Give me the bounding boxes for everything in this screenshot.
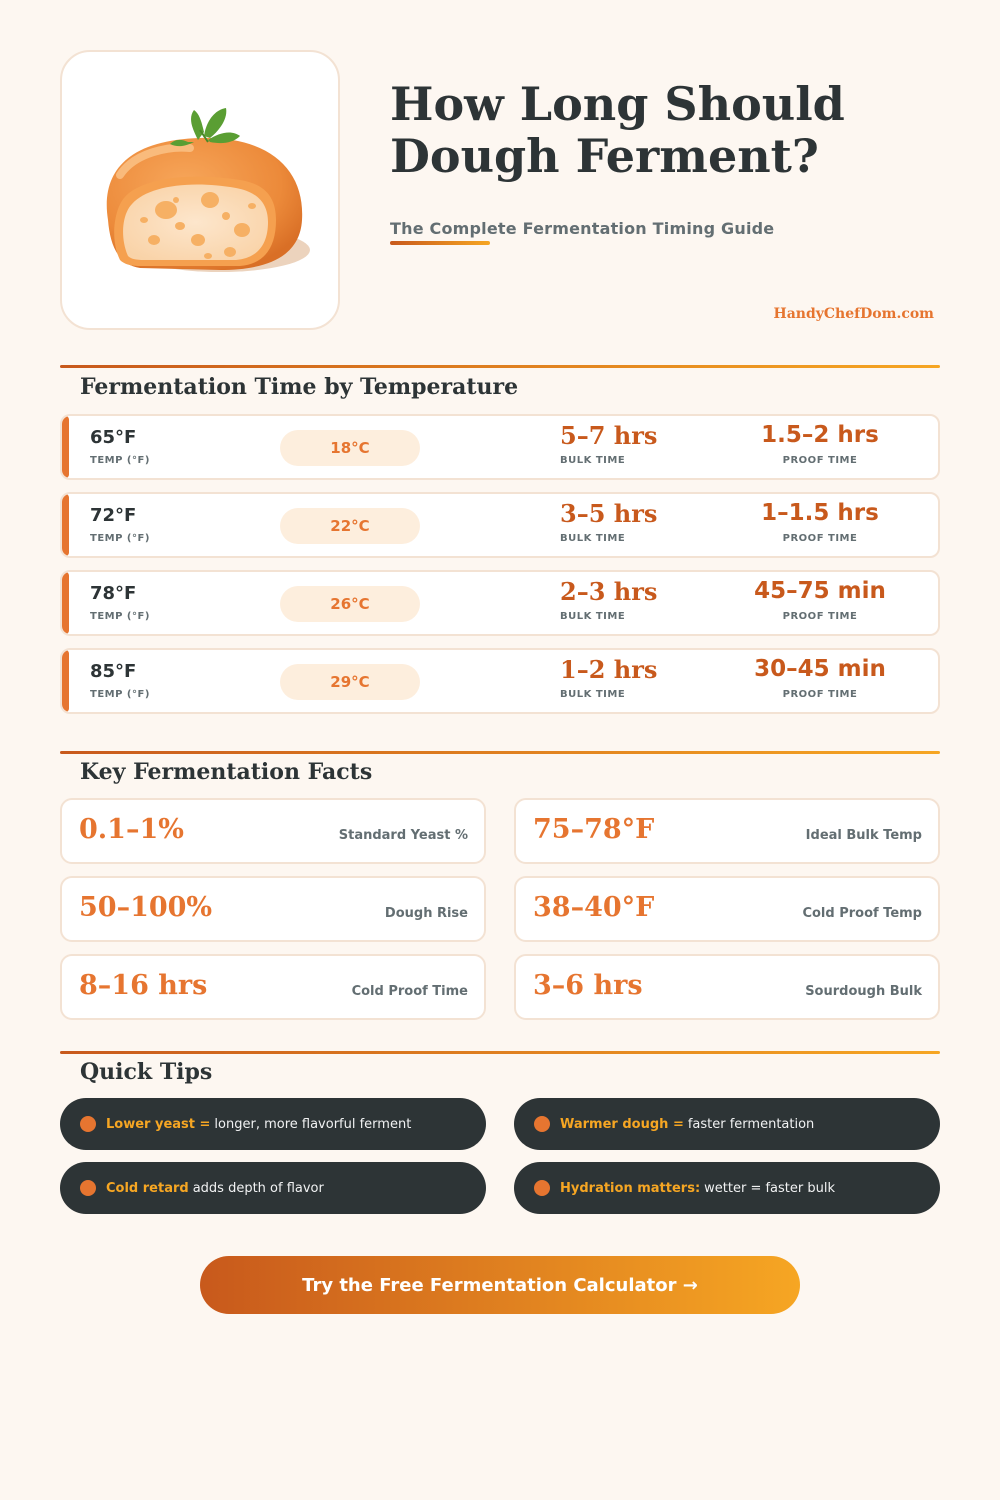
bullet-dot-icon: [534, 1180, 550, 1196]
temp-fahrenheit: 85°F: [90, 661, 137, 682]
tip-text: longer, more flavorful ferment: [214, 1116, 412, 1132]
temp-row: [60, 492, 940, 558]
temp-row: [60, 414, 940, 480]
temp-celsius-pill: 29°C: [280, 664, 420, 700]
tip-highlight: Cold retard: [106, 1180, 189, 1196]
fact-card: [60, 876, 486, 942]
fact-card: [60, 798, 486, 864]
section-title-temperature: Fermentation Time by Temperature: [80, 374, 519, 400]
proof-time-value: 1.5–2 hrs: [761, 422, 879, 448]
tip-pill: [60, 1162, 486, 1214]
temp-fahrenheit: 72°F: [90, 505, 137, 526]
bullet-dot-icon: [80, 1116, 96, 1132]
bulk-time-label: BULK TIME: [560, 611, 626, 622]
bulk-time-value: 1–2 hrs: [560, 655, 658, 684]
fact-label: Standard Yeast %: [338, 828, 468, 843]
proof-time-value: 1–1.5 hrs: [761, 500, 879, 526]
section-divider: [60, 751, 940, 754]
fact-value: 38–40°F: [533, 892, 655, 923]
tip-pill: [60, 1098, 486, 1150]
section-divider: [60, 1051, 940, 1054]
subtitle-underline: [390, 241, 490, 245]
temp-fahrenheit-label: TEMP (°F): [90, 611, 150, 622]
fact-label: Cold Proof Temp: [802, 906, 922, 921]
section-title-facts: Key Fermentation Facts: [80, 759, 373, 785]
fact-value: 8–16 hrs: [79, 970, 208, 1001]
hero-image-card: [60, 50, 340, 330]
row-accent-bar: [62, 650, 69, 712]
title-line-2: Dough Ferment?: [390, 129, 819, 183]
bullet-dot-icon: [534, 1116, 550, 1132]
proof-time-label: PROOF TIME: [782, 689, 858, 700]
title-line-1: How Long Should: [390, 77, 845, 131]
fact-value: 3–6 hrs: [533, 970, 643, 1001]
temp-fahrenheit-label: TEMP (°F): [90, 689, 150, 700]
fact-value: 0.1–1%: [79, 814, 184, 845]
subtitle: The Complete Fermentation Timing Guide: [390, 219, 775, 238]
section-title-tips: Quick Tips: [80, 1059, 213, 1085]
bulk-time-value: 5–7 hrs: [560, 421, 658, 450]
bulk-time-label: BULK TIME: [560, 689, 626, 700]
proof-time-label: PROOF TIME: [782, 455, 858, 466]
temp-fahrenheit-label: TEMP (°F): [90, 533, 150, 544]
temp-fahrenheit-label: TEMP (°F): [90, 455, 150, 466]
bread-loaf-with-parsley-icon: [80, 80, 320, 300]
tip-text: wetter = faster bulk: [704, 1180, 835, 1196]
section-divider: [60, 365, 940, 368]
row-accent-bar: [62, 572, 69, 634]
tip-text: adds depth of flavor: [192, 1180, 324, 1196]
tip-highlight: Lower yeast =: [106, 1116, 211, 1132]
bulk-time-label: BULK TIME: [560, 455, 626, 466]
tip-highlight: Hydration matters:: [560, 1180, 701, 1196]
proof-time-label: PROOF TIME: [782, 611, 858, 622]
proof-time-label: PROOF TIME: [782, 533, 858, 544]
tip-pill: [514, 1162, 940, 1214]
bulk-time-label: BULK TIME: [560, 533, 626, 544]
fact-card: [514, 954, 940, 1020]
proof-time-value: 30–45 min: [754, 656, 886, 682]
tip-text: faster fermentation: [687, 1116, 815, 1132]
fact-value: 75–78°F: [533, 814, 655, 845]
temp-celsius-pill: 26°C: [280, 586, 420, 622]
temp-fahrenheit: 78°F: [90, 583, 137, 604]
page-title: [390, 78, 950, 182]
cta-label: Try the Free Fermentation Calculator →: [302, 1274, 698, 1296]
fact-card: [514, 798, 940, 864]
fermentation-calculator-button[interactable]: [200, 1256, 800, 1314]
temp-row: [60, 570, 940, 636]
fact-label: Sourdough Bulk: [805, 984, 922, 999]
fact-label: Cold Proof Time: [351, 984, 468, 999]
fact-label: Dough Rise: [384, 906, 468, 921]
bulk-time-value: 3–5 hrs: [560, 499, 658, 528]
tip-pill: [514, 1098, 940, 1150]
row-accent-bar: [62, 416, 69, 478]
fact-value: 50–100%: [79, 892, 213, 923]
temp-celsius-pill: 22°C: [280, 508, 420, 544]
fact-card: [60, 954, 486, 1020]
fact-card: [514, 876, 940, 942]
temp-row: [60, 648, 940, 714]
proof-time-value: 45–75 min: [754, 578, 886, 604]
row-accent-bar: [62, 494, 69, 556]
bulk-time-value: 2–3 hrs: [560, 577, 658, 606]
fact-label: Ideal Bulk Temp: [805, 828, 922, 843]
tip-highlight: Warmer dough =: [560, 1116, 684, 1132]
temp-fahrenheit: 65°F: [90, 427, 137, 448]
bullet-dot-icon: [80, 1180, 96, 1196]
temp-celsius-pill: 18°C: [280, 430, 420, 466]
brand-link[interactable]: HandyChefDom.com: [773, 306, 934, 322]
